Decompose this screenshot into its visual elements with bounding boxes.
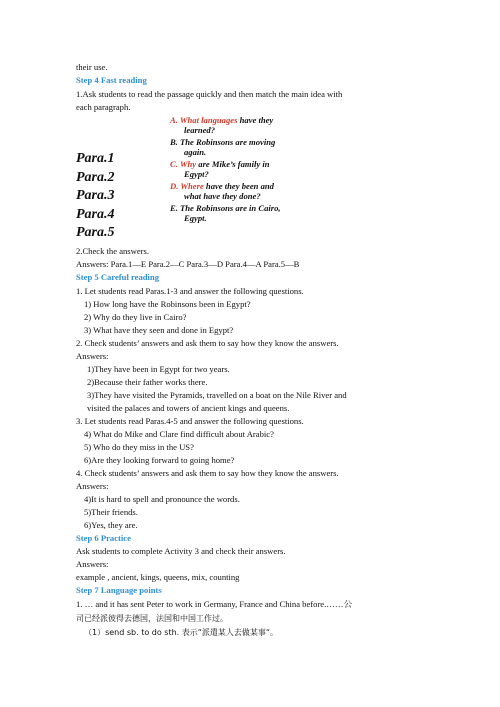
para-label: Para.4 (76, 207, 115, 222)
question: 6)Are they looking forward to going home? (84, 455, 235, 465)
answers-line: Answers: Para.1—E Para.2—C Para.3—D Para.4—A Para.5—B (76, 259, 300, 269)
option-b-cont: again. (184, 147, 207, 157)
question: 5) Who do they miss in the US? (84, 442, 194, 452)
para-label: Para.5 (76, 225, 115, 240)
text-line: 3. Let students read Paras.4-5 and answer the following questions. (76, 416, 304, 426)
text-line: example , ancient, kings, queens, mix, counting (76, 572, 240, 582)
answer: 5)Their friends. (84, 507, 138, 517)
option-b: B. The Robinsons are moving (170, 137, 276, 147)
text-line: each paragraph. (76, 102, 131, 112)
text-line: 司已经派彼得去德国，法国和中国工作过。 (76, 614, 228, 623)
step6-heading: Step 6 Practice (76, 533, 131, 543)
text-line: 1. Let students read Paras.1-3 and answer the following questions. (76, 286, 304, 296)
option-a-cont: learned? (184, 125, 216, 135)
matching-figure (76, 113, 346, 240)
step5-heading: Step 5 Careful reading (76, 272, 159, 282)
answer: 2)Because their father works there. (87, 377, 208, 387)
para-label: Para.2 (76, 170, 115, 185)
text-line: Answers: (76, 559, 109, 569)
question: 4) What do Mike and Clare find difficult about Arabic? (84, 429, 274, 439)
answer: 4)It is hard to spell and pronounce the words. (84, 494, 240, 504)
option-c-cont: Egypt? (184, 169, 209, 179)
text-line: 1. … and it has sent Peter to work in Germany, France and China before.……公 (76, 599, 353, 609)
option-a: A. What languages have they (170, 115, 274, 125)
answer: 6)Yes, they are. (84, 520, 138, 530)
text-line: 1.Ask students to read the passage quickly and then match the main idea with (76, 89, 343, 99)
option-d-cont: what have they done? (184, 191, 261, 201)
answer: visited the palaces and towers of ancient kings and queens. (87, 403, 290, 413)
answer: 3)They have visited the Pyramids, travelled on a boat on the Nile River and (87, 390, 347, 400)
text-line: （1）send sb. to do sth. 表示“派遣某人去做某事“。 (84, 628, 279, 637)
step7-heading: Step 7 Language points (76, 585, 162, 595)
text-line: their use. (76, 62, 108, 72)
option-e-cont: Egypt. (184, 213, 207, 223)
text-line: Answers: (76, 481, 109, 491)
question: 2) Why do they live in Cairo? (84, 312, 187, 322)
option-e: E. The Robinsons are in Cairo, (170, 203, 281, 213)
text-line: 2.Check the answers. (76, 246, 150, 256)
answer: 1)They have been in Egypt for two years. (87, 364, 230, 374)
option-d: D. Where have they been and (170, 181, 274, 191)
question: 3) What have they seen and done in Egypt? (84, 325, 234, 335)
text-line: Answers: (76, 351, 109, 361)
text-line: 2. Check students’ answers and ask them to say how they know the answers. (76, 338, 339, 348)
option-c: C. Why are Mike’s family in (170, 159, 270, 169)
para-label: Para.3 (76, 188, 115, 203)
question: 1) How long have the Robinsons been in Egypt? (84, 299, 251, 309)
text-line: 4. Check students’ answers and ask them to say how they know the answers. (76, 468, 339, 478)
step4-heading: Step 4 Fast reading (76, 75, 147, 85)
text-line: Ask students to complete Activity 3 and check their answers. (76, 546, 286, 556)
para-label: Para.1 (76, 151, 115, 166)
